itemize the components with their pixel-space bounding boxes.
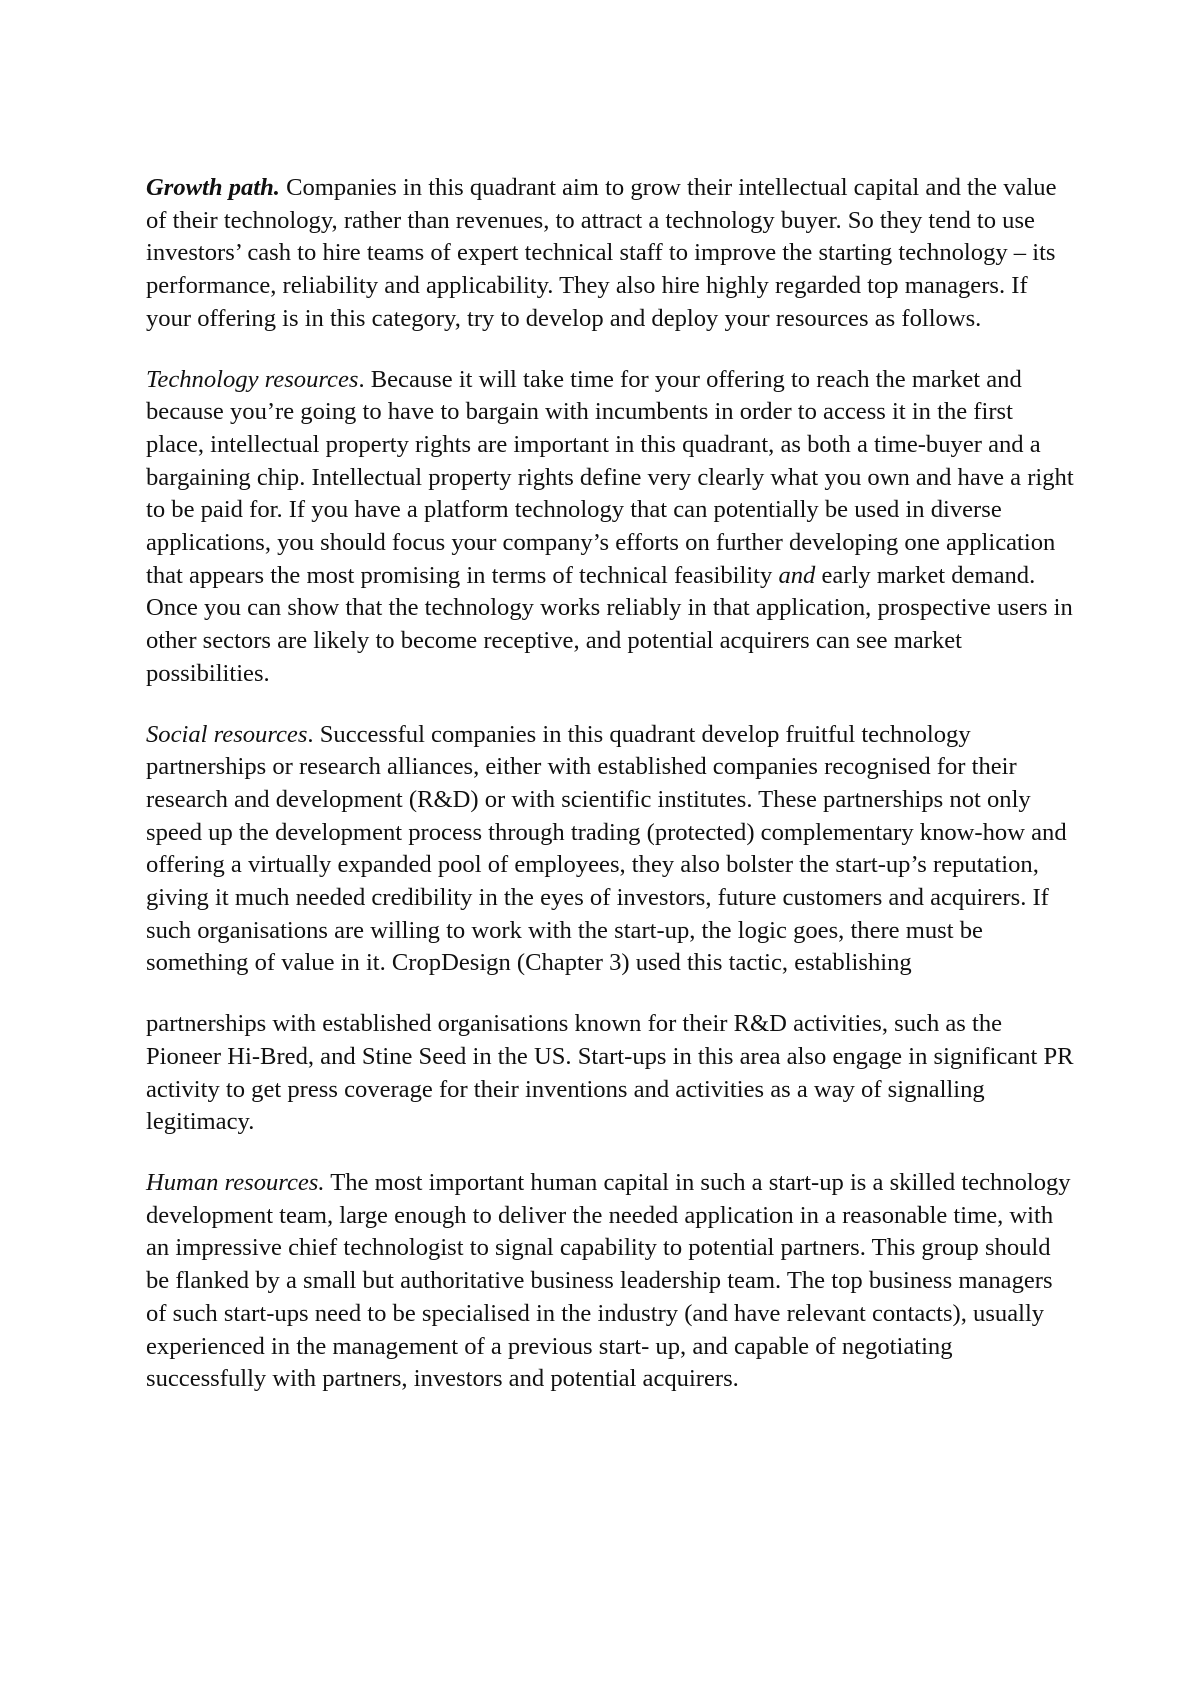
partnerships-text: partnerships with established organisations known for their R&D activities, such as the Pioneer Hi-Bred, and Stine Seed in the US. Start-ups in this area also engage in significant PR activity to get press coverage for their inventions and activities as a way of signalling legitimacy. — [146, 1010, 1074, 1136]
social-resources-text: . Successful companies in this quadrant develop fruitful technology partnerships or research alliances, either with established companies recognised for their research and development (R&D) or with scientific institutes. These partnerships not only speed up the development process through trading (protected) complementary know-how and offering a virtually expanded pool of employees, they also bolster the start-up’s reputation, giving it much needed credibility in the eyes of investors, future customers and acquirers. If such organisations are willing to work with the start-up, the logic goes, there must be something of value in it. CropDesign (Chapter 3) used this tactic, establishing — [146, 720, 1067, 977]
social-resources-heading: Social resources — [146, 720, 308, 748]
technology-resources-emphasis: and — [778, 561, 816, 589]
human-resources-heading: Human resources. — [146, 1168, 325, 1196]
growth-path-heading: Growth path. — [146, 174, 280, 201]
document-body — [146, 172, 1076, 1424]
paragraph-technology-resources — [146, 364, 1076, 691]
human-resources-text: The most important human capital in such a start-up is a skilled technology development team, large enough to deliver the needed application in a reasonable time, with an impressive chief technologist to signal capability to potential partners. This group should be flanked by a small but authoritative business leadership team. The top business managers of such start-ups need to be specialised in the industry (and have relevant contacts), usually experienced in the management of a previous start- up, and capable of negotiating successfully with partners, investors and potential acquirers. — [146, 1168, 1071, 1393]
paragraph-human-resources — [146, 1167, 1076, 1396]
paragraph-social-resources — [146, 719, 1076, 981]
technology-resources-heading: Technology resources — [146, 365, 359, 393]
growth-path-text: Companies in this quadrant aim to grow their intellectual capital and the value of their technology, rather than revenues, to attract a technology buyer. So they tend to use investors’ cash to hire teams of expert technical staff to improve the starting technology – its performance, reliability and applicability. They also hire highly regarded top managers. If your offering is in this category, try to develop and deploy your resources as follows. — [146, 174, 1057, 332]
paragraph-growth-path — [146, 172, 1076, 336]
technology-resources-text-after: early market demand. Once you can show that the technology works reliably in that application, prospective users in other sectors are likely to become receptive, and potential acquirers can see market possibilities. — [146, 561, 1073, 687]
technology-resources-text-before: . Because it will take time for your offering to reach the market and because you’re going to have to bargain with incumbents in order to access it in the first place, intellectual property rights are important in this quadrant, as both a time-buyer and a bargaining chip. Intellectual property rights define very clearly what you own and have a right to be paid for. If you have a platform technology that can potentially be used in diverse applications, you should focus your company’s efforts on further developing one application that appears the most promising in terms of technical feasibility — [146, 365, 1074, 589]
paragraph-partnerships — [146, 1008, 1076, 1139]
